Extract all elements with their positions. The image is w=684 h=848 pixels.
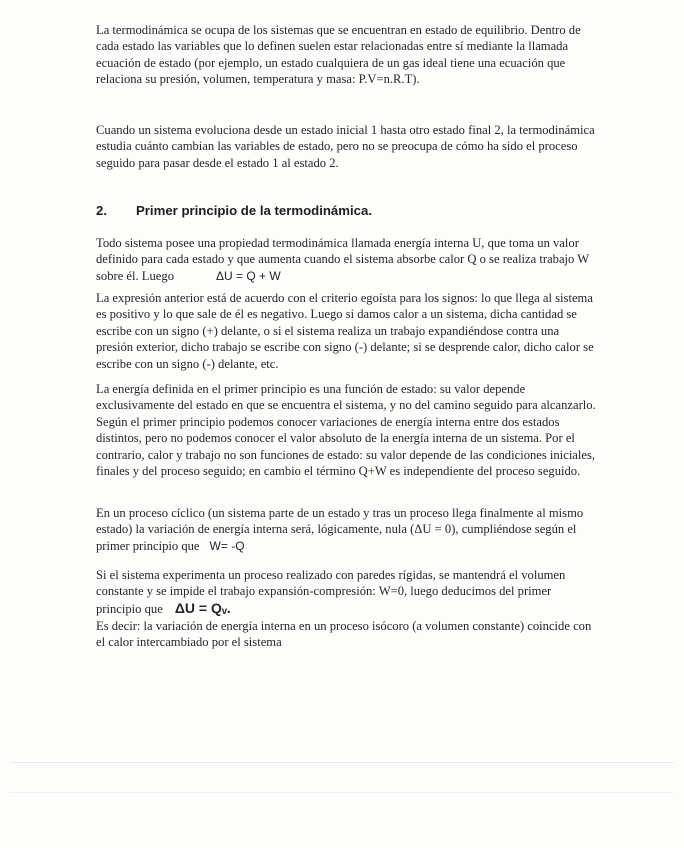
cyclic-formula: W= -Q <box>209 538 245 553</box>
paragraph-conclusion: Es decir: la variación de energía interna en un proceso isócoro (a volumen constante) coincide con el calor intercambiado por el sistema <box>96 619 592 650</box>
section-heading <box>96 203 596 219</box>
paragraph-state-function: La energía definida en el primer principio es una función de estado: su valor depende exclusivamente del estado en que se encuentra el sistema, y no del camino seguido para alcanzarlo. Según el primer principio podemos conocer variaciones de energía interna entre dos estados distintos, pero no podemos conocer el valor absoluto de la energía interna de un sistema. Por el contrario, calor y trabajo no son funciones de estado: su valor depende de las condiciones iniciales, finales y del proceso seguido; en cambio el término Q+W es independiente del proceso seguido. <box>96 382 596 479</box>
section-title: Primer principio de la termodinámica. <box>136 203 372 218</box>
paragraph-sign-criterion: La expresión anterior está de acuerdo con el criterio egoísta para los signos: lo que llega al sistema es positivo y lo que sale de él es negativo. Luego si damos calor a un sistema, dicha cantidad se escribe con un signo (+) delante, o si el sistema realiza un trabajo expandiéndose contra una presión exterior, dicho trabajo se escribe con signo (-) delante; si se desprende calor, dicho calor se escribe con un signo (-) delante, etc. <box>96 291 594 371</box>
paragraph-isochoric <box>96 567 596 617</box>
isochoric-formula: ΔU = Qᵥ. <box>174 599 231 616</box>
paragraph-cyclic-process <box>96 505 596 554</box>
first-law-formula: ΔU = Q + W <box>216 268 281 283</box>
cyclic-process-text: En un proceso cíclico (un sistema parte de un estado y tras un proceso llega finalmente al mismo estado) la variación de energía interna será, lógicamente, nula (ΔU = 0), cumpliéndose según el primer principio que <box>96 506 584 553</box>
isochoric-text: Si el sistema experimenta un proceso realizado con paredes rígidas, se mantendrá el volumen constante y se impide el trabajo expansión-compresión: W=0, luego deducimos del primer principio que <box>96 568 566 616</box>
paragraph-equilibrium: La termodinámica se ocupa de los sistemas que se encuentran en estado de equilibrio. Dentro de cada estado las variables que lo definen suelen estar relacionadas entre sí mediante la llamada ecuación de estado (por ejemplo, un estado cualquiera de un gas ideal tiene una ecuación que relaciona su presión, volumen, temperatura y masa: P.V=n.R.T). <box>96 23 581 87</box>
internal-energy-text: Todo sistema posee una propiedad termodinámica llamada energía interna U, que toma un valor definido para cada estado y que aumenta cuando el sistema absorbe calor Q o se realiza trabajo W sobre él. Luego <box>96 236 589 283</box>
paragraph-state-change: Cuando un sistema evoluciona desde un estado inicial 1 hasta otro estado final 2, la termodinámica estudia cuánto cambian las variables de estado, pero no se preocupa de cómo ha sido el proceso seguido para pasar desde el estado 1 al estado 2. <box>96 123 595 170</box>
paragraph-internal-energy <box>96 235 596 284</box>
scan-artifact-line <box>10 792 674 793</box>
section-number: 2. <box>96 203 107 218</box>
scan-artifact-line <box>10 762 674 763</box>
